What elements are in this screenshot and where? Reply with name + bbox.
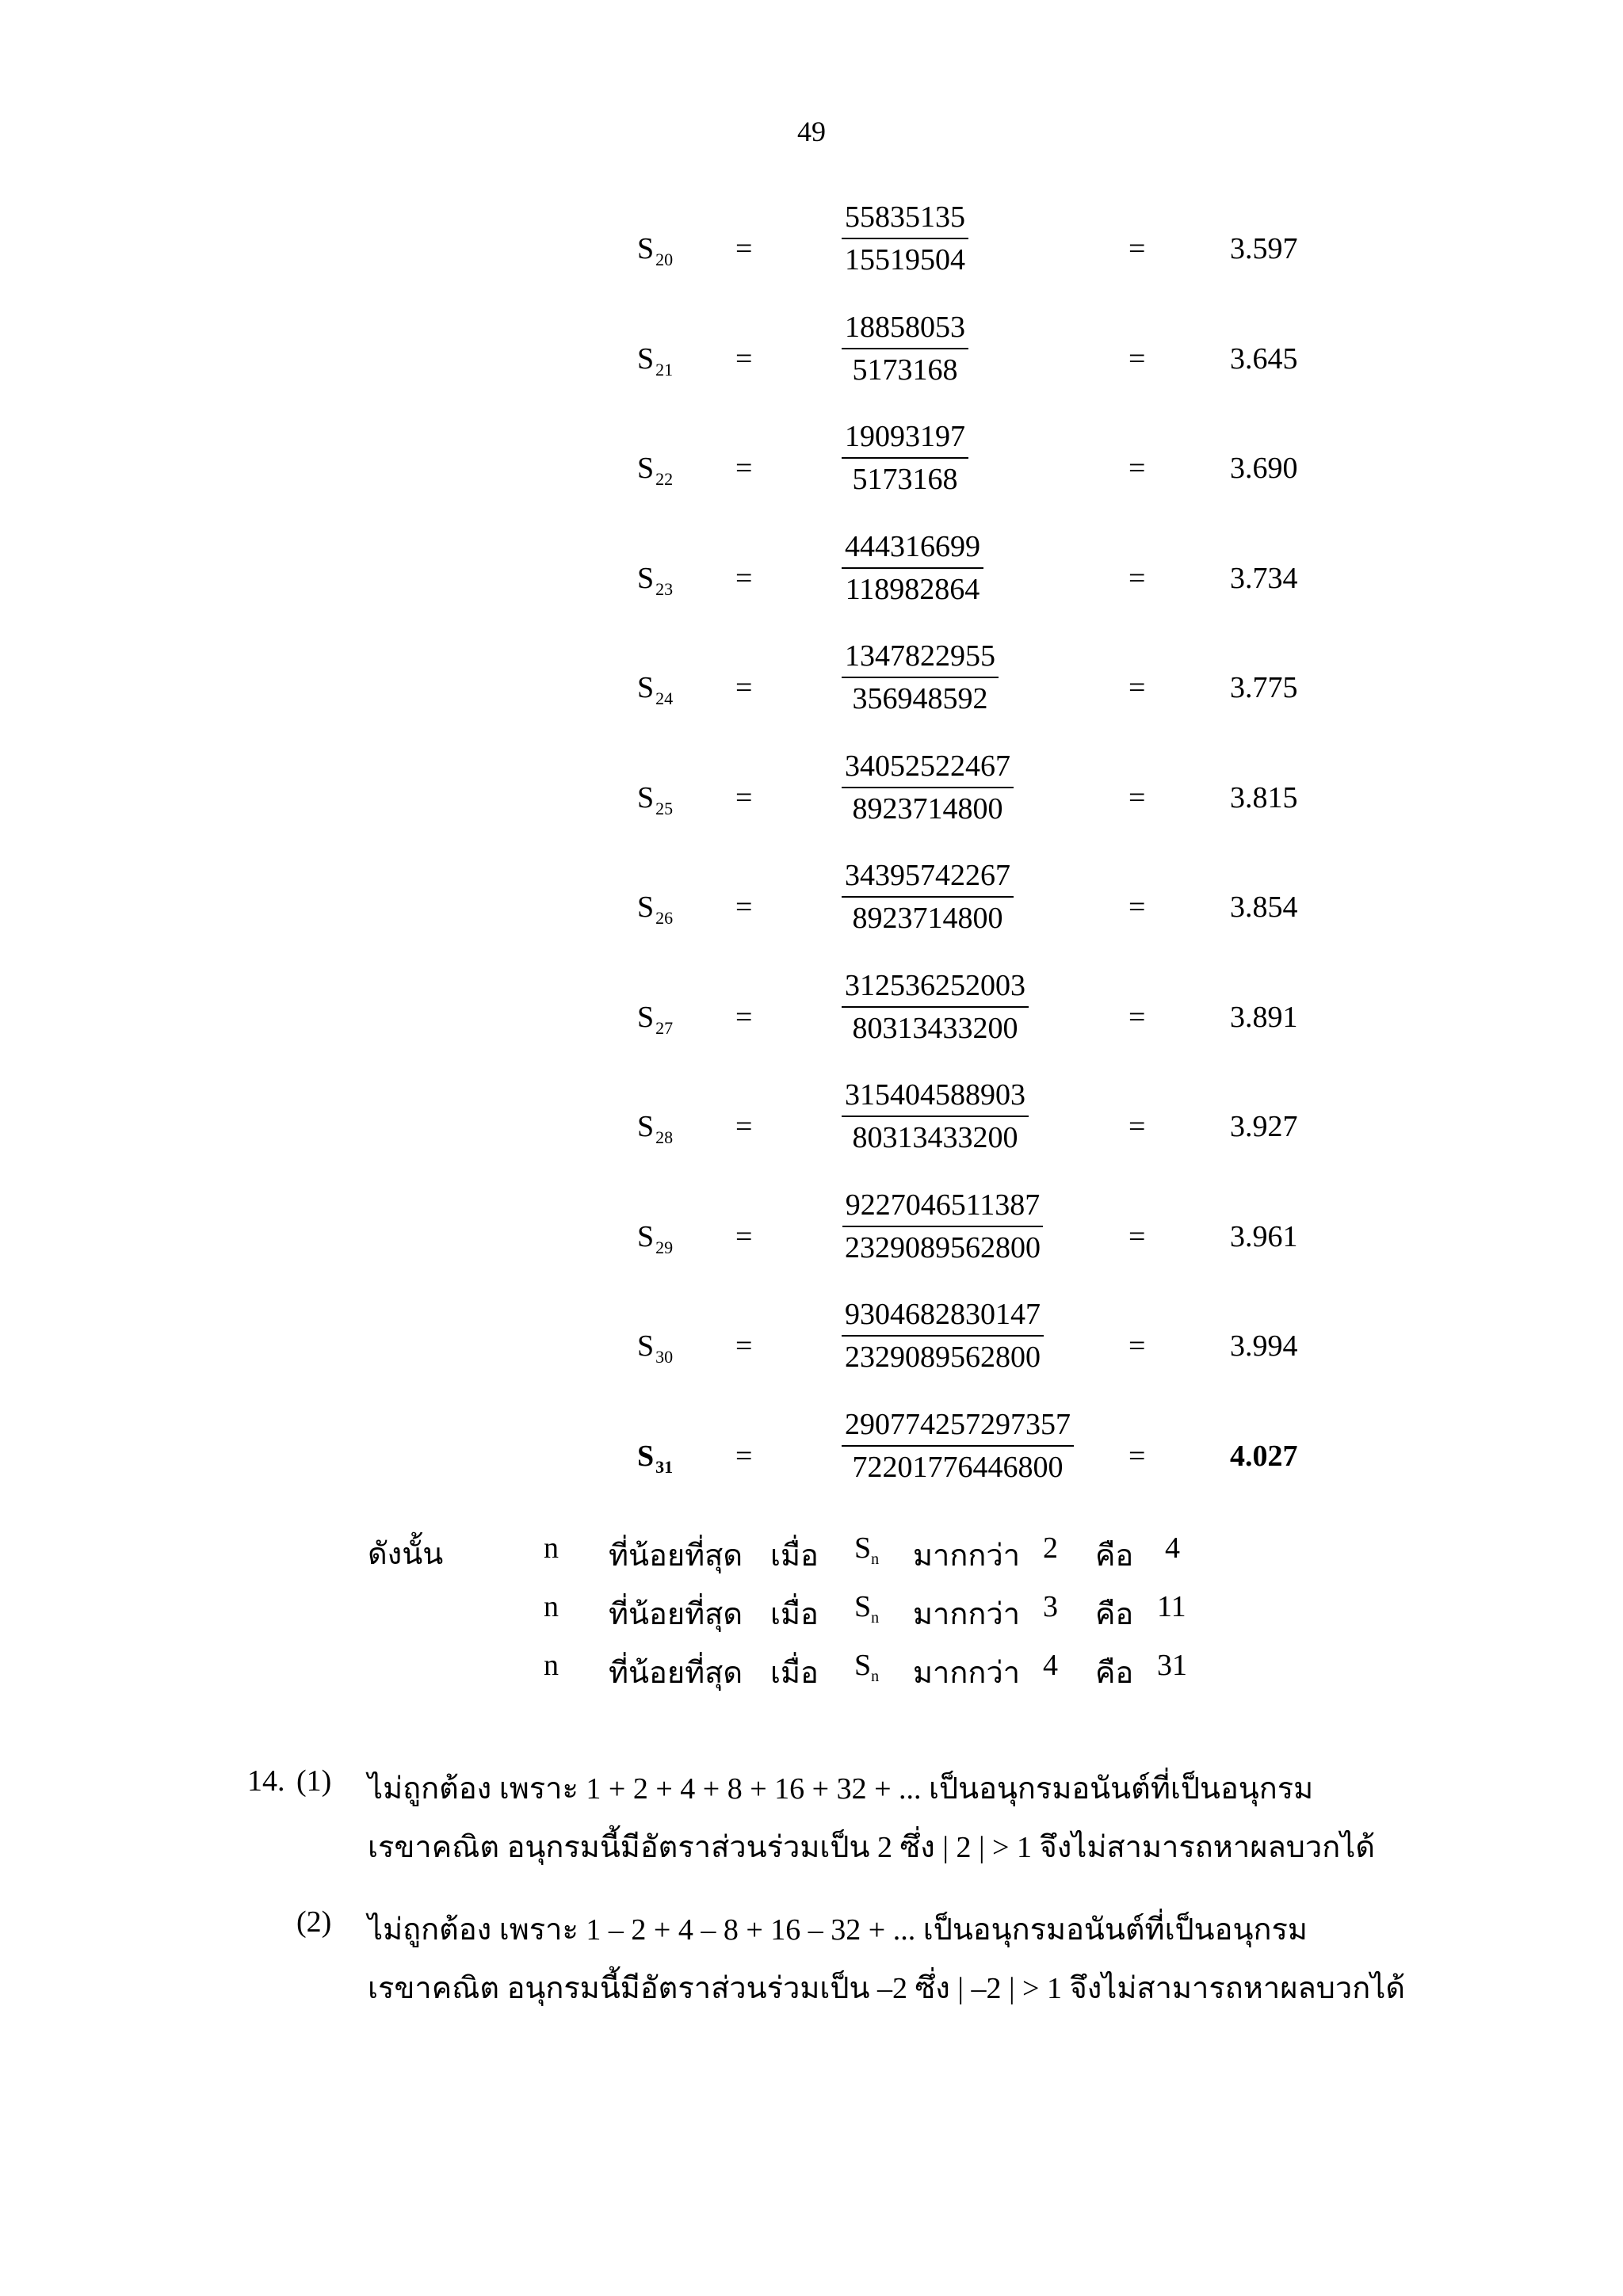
numerator: 55835135 — [842, 200, 968, 239]
numerator: 1347822955 — [842, 639, 999, 678]
equals-sign: = — [1128, 671, 1146, 704]
conclusion-when: เมื่อ — [770, 1657, 819, 1690]
conclusion-is: คือ — [1095, 1657, 1134, 1690]
fraction — [842, 1407, 1074, 1485]
decimal-value: 3.927 — [1230, 1110, 1298, 1143]
fraction — [842, 749, 1014, 826]
conclusion-result: 11 — [1157, 1590, 1186, 1623]
fraction — [842, 200, 968, 277]
partial-sum-label: $S_{28}$ — [637, 1110, 674, 1147]
decimal-value: 3.690 — [1230, 452, 1298, 485]
partial-sum-row — [0, 529, 1623, 624]
equals-sign: = — [735, 1000, 753, 1034]
conclusion-more: มากกว่า — [913, 1598, 1021, 1631]
exercise-item-line: ไม่ถูกต้อง เพราะ 1 – 2 + 4 – 8 + 16 – 32 + ... เป็นอนุกรมอนันต์ที่เป็นอนุกรม — [368, 1913, 1308, 1947]
equals-sign: = — [735, 891, 753, 924]
exercise-number: 14. — [247, 1764, 285, 1798]
denominator: 5173168 — [852, 353, 958, 387]
equals-sign: = — [1128, 452, 1146, 485]
conclusion-n: n — [544, 1531, 559, 1565]
page-number: 49 — [797, 116, 826, 147]
numerator: 290774257297357 — [842, 1407, 1074, 1447]
conclusion-k: 3 — [1043, 1590, 1058, 1623]
conclusion-sn: $S_n$ — [854, 1531, 880, 1568]
conclusion-least: ที่น้อยที่สุด — [609, 1598, 743, 1631]
exercise-item-label: (2) — [296, 1905, 332, 1939]
equals-sign: = — [1128, 1219, 1146, 1253]
partial-sum-row — [0, 858, 1623, 953]
denominator: 2329089562800 — [845, 1341, 1041, 1374]
partial-sum-label: $S_{26}$ — [637, 891, 674, 928]
decimal-value: 3.734 — [1230, 561, 1298, 595]
decimal-value: 3.775 — [1230, 671, 1298, 704]
conclusion-least: ที่น้อยที่สุด — [609, 1539, 743, 1573]
exercise-item-line: เรขาคณิต อนุกรมนี้มีอัตราส่วนร่วมเป็น 2 ซึ่ง | 2 | > 1 จึงไม่สามารถหาผลบวกได้ — [368, 1831, 1375, 1864]
equals-sign: = — [735, 780, 753, 814]
conclusion-least: ที่น้อยที่สุด — [609, 1657, 743, 1690]
numerator: 34395742267 — [842, 858, 1014, 898]
numerator: 9227046511387 — [842, 1188, 1044, 1227]
equals-sign: = — [1128, 1110, 1146, 1143]
conclusion-when: เมื่อ — [770, 1539, 819, 1573]
partial-sum-label: $S_{24}$ — [637, 671, 674, 708]
equals-sign: = — [1128, 891, 1146, 924]
partial-sum-label: $S_{20}$ — [637, 232, 674, 269]
equals-sign: = — [1128, 1329, 1146, 1363]
conclusion-when: เมื่อ — [770, 1598, 819, 1631]
partial-sum-label: $S_{23}$ — [637, 561, 674, 599]
partial-sum-row — [0, 1297, 1623, 1392]
partial-sum-row — [0, 1188, 1623, 1283]
partial-sum-row — [0, 749, 1623, 844]
conclusion-k: 4 — [1043, 1649, 1058, 1682]
fraction — [842, 419, 968, 497]
decimal-value: 4.027 — [1230, 1439, 1298, 1473]
conclusion-is: คือ — [1095, 1598, 1134, 1631]
decimal-value: 3.961 — [1230, 1219, 1298, 1253]
equals-sign: = — [1128, 1439, 1146, 1473]
conclusion-result: 31 — [1157, 1649, 1187, 1682]
partial-sum-row — [0, 968, 1623, 1063]
equals-sign: = — [1128, 232, 1146, 265]
denominator: 80313433200 — [852, 1011, 1018, 1045]
conclusion-result: 4 — [1165, 1531, 1180, 1565]
equals-sign: = — [1128, 341, 1146, 376]
denominator: 15519504 — [845, 243, 965, 277]
partial-sum-row — [0, 1407, 1623, 1502]
partial-sum-row — [0, 639, 1623, 734]
equals-sign: = — [735, 561, 753, 595]
decimal-value: 3.854 — [1230, 891, 1298, 924]
conclusion-sn: $S_n$ — [854, 1649, 880, 1685]
equals-sign: = — [1128, 561, 1146, 595]
denominator: 356948592 — [852, 682, 988, 715]
equals-sign: = — [735, 341, 753, 376]
decimal-value: 3.891 — [1230, 1000, 1298, 1034]
numerator: 444316699 — [842, 529, 983, 569]
conclusion-is: คือ — [1095, 1539, 1134, 1573]
partial-sum-label: $S_{21}$ — [637, 341, 674, 379]
partial-sum-row — [0, 200, 1623, 295]
equals-sign: = — [1128, 1000, 1146, 1034]
decimal-value: 3.645 — [1230, 341, 1298, 376]
equals-sign: = — [735, 1329, 753, 1363]
conclusion-more: มากกว่า — [913, 1657, 1021, 1690]
partial-sum-row — [0, 310, 1623, 405]
conclusion-k: 2 — [1043, 1531, 1058, 1565]
exercise-item-label: (1) — [296, 1764, 332, 1798]
numerator: 34052522467 — [842, 749, 1014, 788]
equals-sign: = — [735, 1110, 753, 1143]
denominator: 80313433200 — [852, 1121, 1018, 1154]
denominator: 8923714800 — [852, 791, 1003, 826]
partial-sum-row — [0, 1077, 1623, 1173]
denominator: 72201776446800 — [852, 1450, 1064, 1484]
denominator: 118982864 — [845, 572, 980, 606]
equals-sign: = — [735, 1439, 753, 1473]
numerator: 315404588903 — [842, 1077, 1029, 1117]
fraction — [842, 529, 983, 607]
denominator: 8923714800 — [852, 902, 1003, 935]
partial-sum-row — [0, 419, 1623, 514]
equals-sign: = — [735, 452, 753, 485]
conclusion-n: n — [544, 1590, 559, 1623]
fraction — [842, 968, 1029, 1046]
partial-sum-label: $S_{30}$ — [637, 1329, 674, 1367]
numerator: 312536252003 — [842, 968, 1029, 1008]
conclusion-n: n — [544, 1649, 559, 1682]
fraction — [842, 1077, 1029, 1155]
partial-sum-label: $S_{22}$ — [637, 452, 674, 489]
conclusion-more: มากกว่า — [913, 1539, 1021, 1573]
conclusion-lead: ดังนั้น — [368, 1538, 444, 1571]
exercise-item-line: ไม่ถูกต้อง เพราะ 1 + 2 + 4 + 8 + 16 + 32 + ... เป็นอนุกรมอนันต์ที่เป็นอนุกรม — [368, 1772, 1314, 1806]
numerator: 9304682830147 — [842, 1297, 1044, 1337]
numerator: 18858053 — [842, 310, 968, 349]
decimal-value: 3.994 — [1230, 1329, 1298, 1363]
equals-sign: = — [735, 1219, 753, 1253]
fraction — [842, 858, 1014, 936]
equals-sign: = — [735, 232, 753, 265]
decimal-value: 3.597 — [1230, 232, 1298, 265]
equals-sign: = — [735, 671, 753, 704]
numerator: 19093197 — [842, 419, 968, 459]
equals-sign: = — [1128, 780, 1146, 814]
partial-sum-label: $S_{31}$ — [637, 1439, 674, 1477]
decimal-value: 3.815 — [1230, 780, 1298, 814]
conclusion-sn: $S_n$ — [854, 1590, 880, 1627]
fraction — [842, 310, 968, 387]
denominator: 2329089562800 — [845, 1230, 1041, 1264]
fraction — [842, 1297, 1044, 1375]
exercise-item-line: เรขาคณิต อนุกรมนี้มีอัตราส่วนร่วมเป็น –2 ซึ่ง | –2 | > 1 จึงไม่สามารถหาผลบวกได้ — [368, 1972, 1405, 2005]
denominator: 5173168 — [852, 463, 958, 496]
partial-sum-label: $S_{29}$ — [637, 1219, 674, 1257]
partial-sum-label: $S_{27}$ — [637, 1000, 674, 1038]
partial-sum-label: $S_{25}$ — [637, 780, 674, 818]
fraction — [842, 1188, 1044, 1265]
fraction — [842, 639, 999, 716]
